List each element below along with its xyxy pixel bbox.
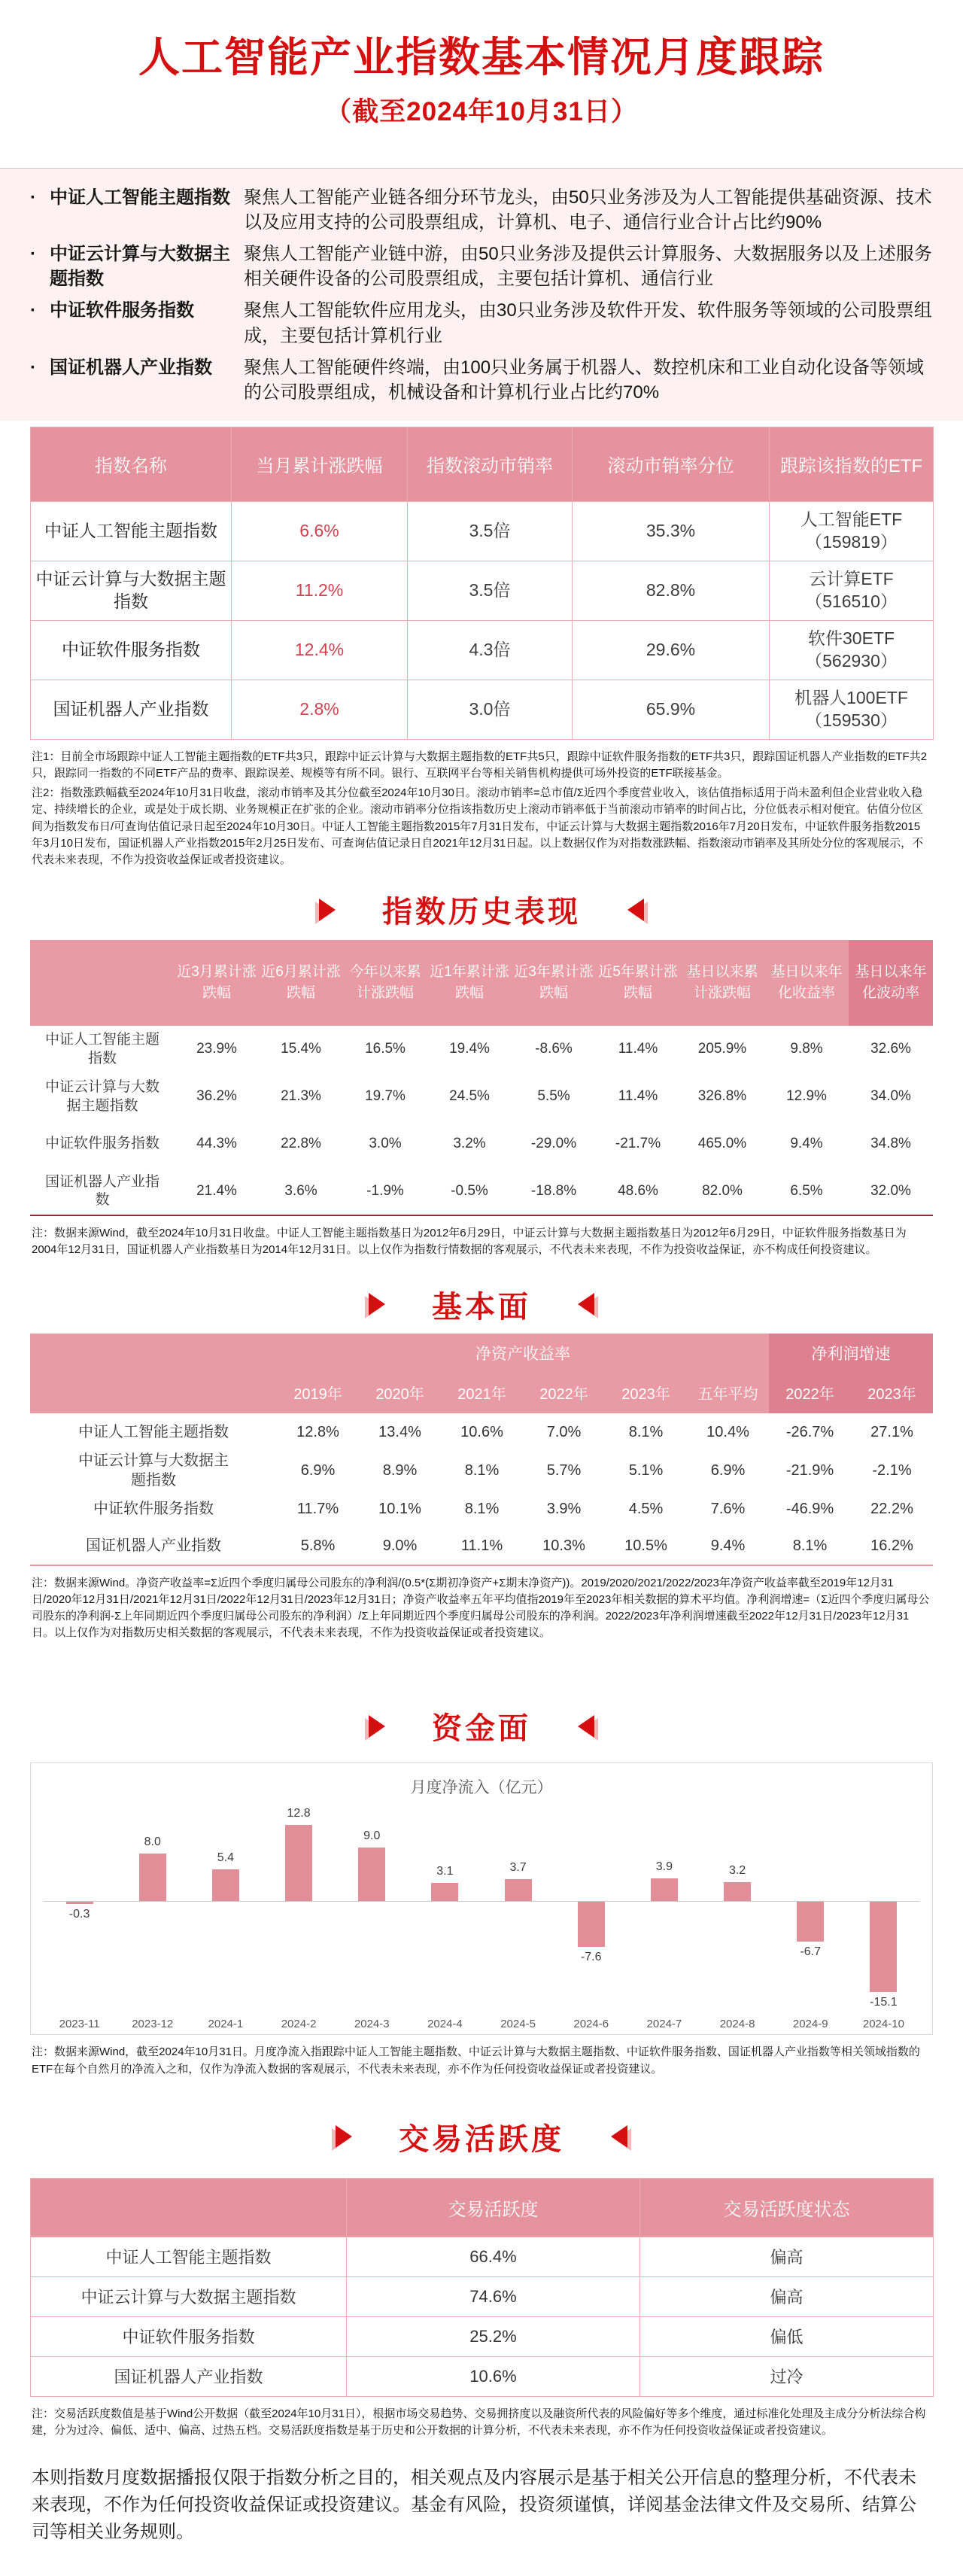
value-cell: -26.7%	[785, 1423, 834, 1440]
value-cell: 10.3%	[542, 1537, 585, 1555]
section-title-history	[0, 888, 963, 931]
table-header-row	[31, 427, 934, 501]
value-cell: 5.1%	[628, 1461, 664, 1479]
value-cell: 11.4%	[618, 1088, 658, 1105]
index-intro-panel	[0, 168, 963, 421]
x-axis-label: 2024-8	[719, 2018, 755, 2031]
value-cell: 9.4%	[790, 1136, 823, 1152]
x-axis-label: 2024-5	[500, 2018, 536, 2031]
column-header: 基日以来累计涨跌幅	[680, 940, 764, 1026]
value-cell: 27.1%	[870, 1423, 913, 1440]
column-header: 近1年累计涨跌幅	[427, 940, 512, 1026]
value-cell: 10.4%	[706, 1423, 749, 1440]
flow-bar	[651, 1878, 678, 1902]
flows-section-title: 资金面	[432, 1712, 531, 1746]
value-cell: -21.9%	[785, 1461, 834, 1479]
bar-value-label: 12.8	[287, 1807, 311, 1820]
etf-name: 人工智能ETF	[800, 509, 903, 529]
column-header: 2021年	[441, 1373, 523, 1413]
history-note: 注：数据来源Wind，截至2024年10月31日收盘。中证人工智能主题指数基日为2012年6月29日，中证云计算与大数据主题指数基日为2012年6月29日，中证软件服务指数基日为2004年12月31日，国证机器人产业指数基日为2014年12月31日。以上仅作为指数行情数据的客观展示，不代表未来表现，不作为投资收益保证，亦不构成任何投资建议。	[32, 1227, 907, 1257]
monthly-change-cell: 12.4%	[232, 620, 408, 680]
etf-cell	[770, 680, 934, 739]
value-cell: 16.2%	[870, 1537, 913, 1555]
value-cell: 32.0%	[870, 1182, 911, 1199]
bar-value-label: 5.4	[217, 1851, 235, 1864]
flow-bar	[578, 1902, 605, 1947]
flow-bar	[431, 1883, 458, 1901]
ps-percentile-cell: 82.8%	[573, 561, 770, 620]
column-header: 跟踪该指数的ETF	[770, 427, 934, 501]
fundamentals-table	[30, 1334, 933, 1566]
flow-bar	[724, 1882, 751, 1901]
flow-bar	[285, 1825, 312, 1901]
column-header: 2019年	[277, 1373, 359, 1413]
value-cell: 9.8%	[790, 1041, 823, 1057]
table-row	[31, 501, 934, 561]
bullet-marker: ·	[30, 300, 36, 321]
intro-item	[30, 355, 933, 405]
activity-section-title: 交易活跃度	[399, 2122, 564, 2156]
value-cell: 22.2%	[870, 1500, 913, 1517]
report-disclaimer: 本则指数月度数据播报仅限于指数分析之目的，相关观点及内容展示是基于相关公开信息的整理分析，不代表未来表现，不作为任何投资收益保证或投资建议。基金有风险，投资须谨慎，详阅基金法律文件及交易所、结算公司等相关业务规则。	[32, 2468, 916, 2543]
index-description: 聚焦人工智能产业链中游，由50只业务涉及提供云计算服务、大数据服务以及上述服务相关硬件设备的公司股票组成，主要包括计算机、通信行业	[244, 244, 932, 290]
column-header: 指数名称	[31, 427, 232, 501]
bullet-marker: ·	[30, 357, 36, 378]
value-cell: -29.0%	[530, 1136, 577, 1152]
bar-value-label: 3.1	[436, 1864, 454, 1878]
ps-percentile-cell: 29.6%	[573, 620, 770, 680]
value-cell: 22.8%	[281, 1136, 321, 1152]
overview-table-header	[31, 427, 934, 501]
value-cell: 44.3%	[196, 1136, 237, 1152]
value-cell: 19.7%	[365, 1088, 406, 1105]
section-arrow-right-icon	[336, 2125, 352, 2148]
index-term: 中证人工智能主题指数	[50, 187, 230, 208]
bar-value-label: 9.0	[363, 1829, 381, 1843]
report-page	[0, 24, 963, 2576]
value-cell: 5.8%	[300, 1537, 336, 1555]
column-header: 近5年累计涨跌幅	[596, 940, 680, 1026]
column-header: 交易活跃度	[347, 2178, 640, 2237]
value-cell: 10.5%	[624, 1537, 667, 1555]
table-row	[31, 2276, 934, 2316]
value-cell: 13.4%	[378, 1423, 421, 1440]
value-cell: 7.6%	[710, 1500, 746, 1517]
value-cell: 10.1%	[378, 1500, 421, 1517]
x-axis-label: 2024-3	[354, 2018, 390, 2031]
value-cell: 48.6%	[618, 1182, 658, 1199]
bar-value-label: 8.0	[144, 1835, 161, 1849]
table-row	[30, 1026, 933, 1073]
value-cell: 32.6%	[870, 1041, 911, 1057]
column-header-empty	[31, 2178, 347, 2237]
table-row	[30, 1073, 933, 1121]
index-name-cell: 国证机器人产业指数	[31, 2356, 347, 2396]
index-name-cell: 中证软件服务指数	[45, 1136, 160, 1152]
value-cell: 34.8%	[870, 1136, 911, 1152]
value-cell: 3.9%	[546, 1500, 582, 1517]
section-title-fundamentals	[0, 1283, 963, 1326]
value-cell: 11.7%	[296, 1500, 339, 1517]
index-name-cell: 中证云计算与大数据主题指数	[78, 1452, 229, 1489]
table-row	[31, 561, 934, 620]
value-cell: 6.9%	[710, 1461, 746, 1479]
activity-status-cell: 偏高	[640, 2276, 934, 2316]
value-cell: 10.6%	[460, 1423, 503, 1440]
monthly-change-cell: 2.8%	[232, 680, 408, 739]
flow-bar	[66, 1902, 93, 1903]
etf-name: 软件30ETF	[807, 628, 895, 648]
x-axis-label: 2023-12	[132, 2018, 174, 2031]
bar-value-label: 3.7	[509, 1861, 527, 1875]
index-name-cell: 中证软件服务指数	[31, 620, 232, 680]
flow-bar	[505, 1879, 532, 1901]
index-name-cell: 中证人工智能主题指数	[78, 1423, 229, 1440]
page-subtitle: （截至2024年10月31日）	[325, 97, 638, 126]
chart-zero-axis	[43, 1901, 920, 1902]
chart-plot-area	[43, 1799, 920, 2039]
page-title: 人工智能产业指数基本情况月度跟踪	[138, 34, 825, 81]
value-cell: 5.5%	[537, 1088, 570, 1105]
etf-cell	[770, 620, 934, 680]
column-header: 2023年	[851, 1373, 933, 1413]
activity-value-cell: 25.2%	[347, 2316, 640, 2356]
value-cell: 6.9%	[300, 1461, 336, 1479]
overview-table	[30, 427, 934, 740]
index-description: 聚焦人工智能产业链各细分环节龙头，由50只业务涉及为人工智能提供基础资源、技术以及应用支持的公司股票组成，计算机、电子、通信行业合计占比约90%	[244, 187, 932, 233]
value-cell: 8.9%	[382, 1461, 418, 1479]
bar-value-label: 3.2	[728, 1864, 746, 1878]
table-header-row	[31, 2178, 934, 2237]
bar-value-label: -15.1	[870, 1995, 898, 2009]
section-arrow-right-icon	[369, 1293, 385, 1315]
value-cell: 23.9%	[196, 1041, 237, 1057]
x-axis-label: 2024-10	[862, 2018, 904, 2031]
ps-percentile-cell: 35.3%	[573, 501, 770, 561]
index-term: 中证云计算与大数据主题指数	[50, 244, 230, 290]
index-name-cell: 国证机器人产业指数	[86, 1537, 221, 1555]
x-axis-label: 2024-2	[281, 2018, 317, 2031]
monthly-change-cell: 11.2%	[232, 561, 408, 620]
activity-value-cell: 74.6%	[347, 2276, 640, 2316]
section-arrow-right-icon	[369, 1715, 385, 1738]
history-section-title: 指数历史表现	[382, 896, 581, 929]
value-cell: 8.1%	[464, 1500, 500, 1517]
group-header-row	[30, 1334, 933, 1373]
value-cell: 16.5%	[365, 1041, 406, 1057]
flow-bar	[797, 1902, 824, 1942]
table-row	[30, 1168, 933, 1215]
value-cell: 15.4%	[281, 1041, 321, 1057]
fundamentals-section-title: 基本面	[432, 1290, 531, 1324]
value-cell: 21.3%	[281, 1088, 321, 1105]
bullet-marker: ·	[30, 187, 36, 208]
value-cell: 8.1%	[464, 1461, 500, 1479]
flow-bar	[358, 1848, 385, 1901]
value-cell: 3.2%	[453, 1136, 486, 1152]
value-cell: -0.5%	[451, 1182, 488, 1199]
etf-name: 机器人100ETF	[794, 687, 908, 707]
x-axis-label: 2024-4	[427, 2018, 463, 2031]
value-cell: 6.5%	[790, 1182, 823, 1199]
section-title-activity	[0, 2115, 963, 2158]
value-cell: -8.6%	[535, 1041, 573, 1057]
table-row	[31, 680, 934, 739]
value-cell: 36.2%	[196, 1088, 237, 1105]
column-header: 交易活跃度状态	[640, 2178, 934, 2237]
intro-item	[30, 185, 933, 235]
column-header: 近3年累计涨跌幅	[512, 940, 596, 1026]
value-cell: 11.1%	[460, 1537, 503, 1555]
x-axis-label: 2024-7	[646, 2018, 682, 2031]
ps-ratio-cell: 3.5倍	[408, 561, 573, 620]
column-header: 今年以来累计涨跌幅	[343, 940, 427, 1026]
column-header: 近6月累计涨跌幅	[259, 940, 343, 1026]
column-header: 基日以来年化波动率	[849, 940, 933, 1026]
x-axis-label: 2023-11	[59, 2018, 100, 2031]
column-header: 滚动市销率分位	[573, 427, 770, 501]
index-name-cell: 中证人工智能主题指数	[45, 1032, 160, 1066]
index-description: 聚焦人工智能软件应用龙头，由30只业务涉及软件开发、软件服务等领域的公司股票组成，主要包括计算机行业	[244, 300, 932, 346]
value-cell: 326.8%	[697, 1088, 747, 1105]
section-arrow-left-icon	[578, 1715, 594, 1738]
value-cell: 205.9%	[697, 1041, 747, 1057]
column-header: 2022年	[769, 1373, 851, 1413]
ps-ratio-cell: 3.5倍	[408, 501, 573, 561]
column-header: 基日以来年化收益率	[764, 940, 849, 1026]
index-name-cell: 中证软件服务指数	[93, 1500, 214, 1517]
x-axis-label: 2024-9	[792, 2018, 828, 2031]
column-header	[30, 1373, 277, 1413]
index-name-cell: 中证云计算与大数据主题指数	[31, 2276, 347, 2316]
value-cell: 465.0%	[697, 1136, 747, 1152]
ps-ratio-cell: 3.0倍	[408, 680, 573, 739]
value-cell: -21.7%	[615, 1136, 661, 1152]
index-name-cell: 中证云计算与大数据主题指数	[45, 1079, 160, 1114]
index-name-cell: 中证软件服务指数	[31, 2316, 347, 2356]
value-cell: 19.4%	[449, 1041, 490, 1057]
monthly-net-inflow-chart	[30, 1762, 933, 2035]
column-header: 2023年	[605, 1373, 687, 1413]
value-cell: 7.0%	[546, 1423, 582, 1440]
bullet-marker: ·	[30, 244, 36, 265]
value-cell: 12.9%	[786, 1088, 827, 1105]
intro-item	[30, 298, 933, 348]
chart-title: 月度净流入（亿元）	[410, 1779, 553, 1797]
value-cell: 8.1%	[792, 1537, 828, 1555]
activity-table	[30, 2178, 934, 2397]
index-name-cell: 中证人工智能主题指数	[31, 501, 232, 561]
value-cell: -46.9%	[785, 1500, 834, 1517]
column-header: 2020年	[359, 1373, 441, 1413]
etf-code: （159530）	[805, 710, 898, 730]
activity-value-cell: 10.6%	[347, 2356, 640, 2396]
bar-value-label: -0.3	[68, 1907, 90, 1921]
monthly-change-cell: 6.6%	[232, 501, 408, 561]
section-arrow-left-icon	[578, 1293, 594, 1315]
value-cell: 5.7%	[546, 1461, 582, 1479]
table-row	[30, 1121, 933, 1168]
section-arrow-left-icon	[627, 899, 644, 921]
index-term: 中证软件服务指数	[50, 300, 194, 321]
overview-note-2: 注2：指数涨跌幅截至2024年10月31日收盘，滚动市销率及其分位截至2024年10月30日。滚动市销率=总市值/Σ近四个季度营业收入，该估值指标适用于尚未盈利但企业营业收入稳定、持续增长的企业，或是处于成长期、业务规模正在扩张的企业。滚动市销率分位指该指数历史上滚动市销率低于当前滚动市销率的时间占比，分位低表示相对便宜。估值分位区间为指数发布日/可查询估值记录日起至2024年10月30日。中证人工智能主题指数2015年7月31日发布，中证云计算与大数据主题指数2016年7月20日发布，中证软件服务指数2015年3月10日发布，国证机器人产业指数2015年2月25日发布、可查询估值记录日自2021年12月31日起。以上数据仅作为对指数涨跌幅、指数滚动市销率及其所处分位的客观展示，不代表未来表现，不作为投资收益保证或者投资建议。	[32, 786, 924, 866]
value-cell: 3.6%	[284, 1182, 317, 1199]
value-cell: -2.1%	[872, 1461, 912, 1479]
etf-name: 云计算ETF	[809, 568, 894, 588]
overview-note-1: 注1：目前全市场跟踪中证人工智能主题指数的ETF共3只，跟踪中证云计算与大数据主题指数的ETF共5只，跟踪中证软件服务指数的ETF共3只，跟踪国证机器人产业指数的ETF共2只，跟踪同一指数的不同ETF产品的费率、跟踪误差、规模等有所不同。银行、互联网平台等相关销售机构提供可场外投资的ETF联接基金。	[32, 750, 928, 780]
value-cell: 11.4%	[618, 1041, 658, 1057]
etf-code: （159819）	[805, 531, 898, 552]
value-cell: 8.1%	[628, 1423, 664, 1440]
group-header	[30, 1334, 277, 1373]
index-name-cell: 国证机器人产业指数	[45, 1173, 160, 1209]
value-cell: 4.5%	[628, 1500, 664, 1517]
bar-value-label: 3.9	[655, 1860, 673, 1873]
group-header: 净资产收益率	[277, 1334, 769, 1373]
bar-value-label: -7.6	[580, 1951, 602, 1964]
column-header: 近3月累计涨跌幅	[175, 940, 259, 1026]
activity-value-cell: 66.4%	[347, 2237, 640, 2276]
etf-cell	[770, 501, 934, 561]
history-table	[30, 940, 933, 1216]
value-cell: 12.8%	[296, 1423, 339, 1440]
table-row	[30, 1528, 933, 1565]
flow-bar	[212, 1869, 239, 1902]
value-cell: 82.0%	[702, 1182, 743, 1199]
ps-ratio-cell: 4.3倍	[408, 620, 573, 680]
ps-percentile-cell: 65.9%	[573, 680, 770, 739]
section-arrow-left-icon	[611, 2125, 627, 2148]
value-cell: 24.5%	[449, 1088, 490, 1105]
index-term: 国证机器人产业指数	[50, 357, 212, 378]
x-axis-label: 2024-1	[208, 2018, 244, 2031]
activity-status-cell: 偏低	[640, 2316, 934, 2356]
activity-status-cell: 偏高	[640, 2237, 934, 2276]
column-header: 2022年	[523, 1373, 605, 1413]
table-row	[30, 1451, 933, 1490]
etf-code: （562930）	[805, 650, 898, 671]
column-header-empty	[30, 940, 175, 1026]
activity-note: 注：交易活跃度数值是基于Wind公开数据（截至2024年10月31日），根据市场交易趋势、交易拥挤度以及融资所代表的风险偏好等多个维度，通过标准化处理及主成分分析法综合构建，分为过冷、偏低、适中、偏高、过热五档。交易活跃度指数是基于历史和公开数据的计算分析，不代表未来表现，亦不作为任何投资收益保证或者投资建议。	[32, 2407, 926, 2437]
flow-bar	[870, 1902, 897, 1991]
table-header-row	[30, 940, 933, 1026]
value-cell: 34.0%	[870, 1088, 911, 1105]
etf-cell	[770, 561, 934, 620]
value-cell: 9.4%	[710, 1537, 746, 1555]
group-header: 净利润增速	[769, 1334, 933, 1373]
fundamentals-note: 注：数据来源Wind。净资产收益率=Σ近四个季度归属母公司股东的净利润/(0.5*(Σ期初净资产+Σ期末净资产))。2019/2020/2021/2022/2023年净资产收益率截至2019年12月31日/2020年12月31日/2021年12月31日/2022年12月31日/2023年12月31日；净资产收益率五年平均值指2019年至2023年相关数据的算术平均值。净利润增速=（Σ近四个季度归属母公司股东的净利润-Σ上年同期近四个季度归属母公司股东的净利润）/Σ上年同期近四个季度归属母公司股东的净利润。2022/2023年净利润增速截至2022年12月31日/2023年12月31日。以上仅作为对指数历史相关数据的客观展示，不代表未来表现，不作为投资收益保证或者投资建议。	[32, 1576, 930, 1640]
table-row	[31, 620, 934, 680]
table-row	[31, 2316, 934, 2356]
column-header: 指数滚动市销率	[408, 427, 573, 501]
flows-note: 注：数据来源Wind，截至2024年10月31日。月度净流入指跟踪中证人工智能主题指数、中证云计算与大数据主题指数、中证软件服务指数、国证机器人产业指数等相关领域指数的ETF在每个自然月的净流入之和，仅作为净流入数据的客观展示，不代表未来表现，亦不作为任何投资收益保证或者投资建议。	[32, 2045, 920, 2076]
index-description: 聚焦人工智能硬件终端，由100只业务属于机器人、数控机床和工业自动化设备等领域的公司股票组成，机械设备和计算机行业占比约70%	[244, 357, 925, 403]
section-title-flows	[0, 1705, 963, 1747]
value-cell: -1.9%	[366, 1182, 404, 1199]
column-header: 当月累计涨跌幅	[232, 427, 408, 501]
etf-code: （516510）	[805, 591, 898, 611]
index-name-cell: 中证人工智能主题指数	[31, 2237, 347, 2276]
bar-value-label: -6.7	[800, 1945, 822, 1959]
year-header-row	[30, 1373, 933, 1413]
value-cell: 21.4%	[196, 1182, 237, 1199]
value-cell: 9.0%	[382, 1537, 418, 1555]
table-row	[30, 1413, 933, 1451]
value-cell: -18.8%	[530, 1182, 577, 1199]
value-cell: 3.0%	[369, 1136, 402, 1152]
table-row	[31, 2356, 934, 2396]
table-row	[31, 2237, 934, 2276]
index-name-cell: 中证云计算与大数据主题指数	[31, 561, 232, 620]
flow-bar	[139, 1854, 166, 1901]
column-header: 五年平均	[687, 1373, 769, 1413]
activity-status-cell: 过冷	[640, 2356, 934, 2396]
x-axis-label: 2024-6	[573, 2018, 609, 2031]
index-name-cell: 国证机器人产业指数	[31, 680, 232, 739]
table-row	[30, 1490, 933, 1528]
intro-item	[30, 242, 933, 291]
section-arrow-right-icon	[319, 899, 336, 921]
